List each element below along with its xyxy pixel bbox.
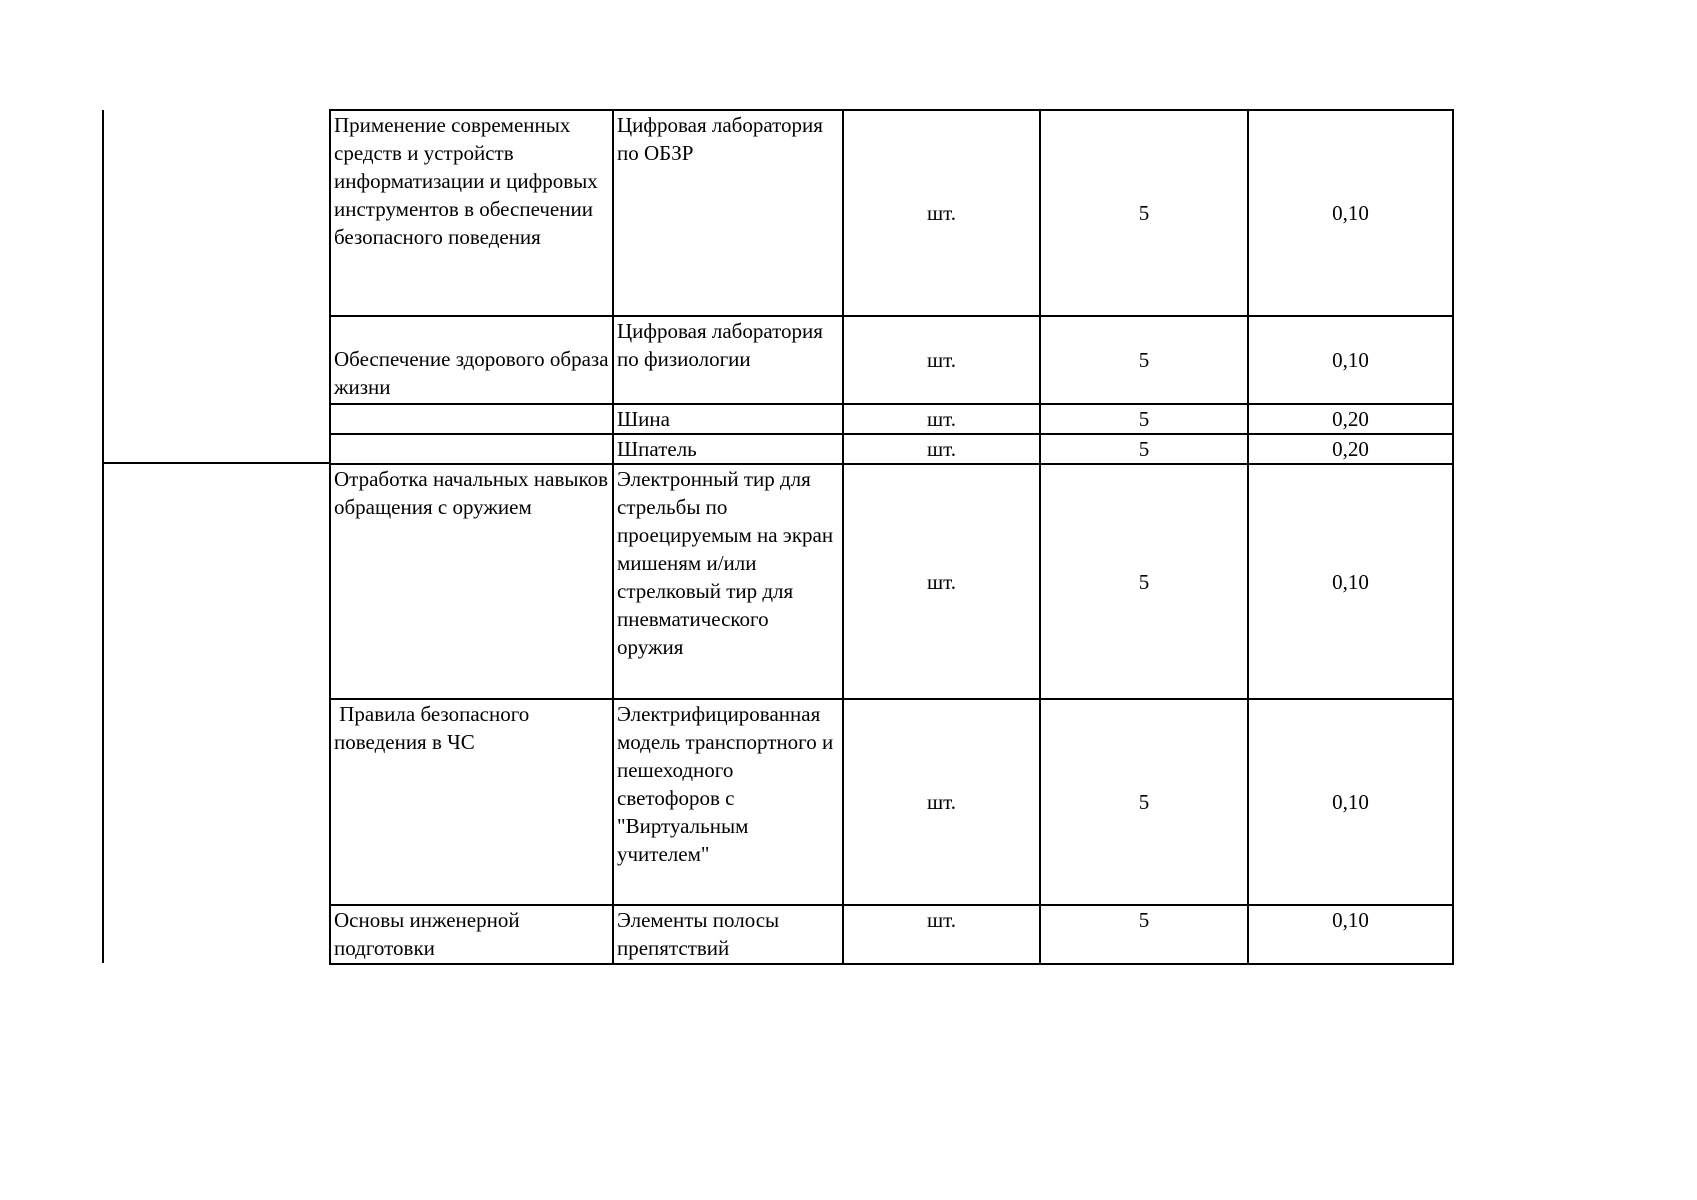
topic-cell: Отработка начальных навыков обращения с оружием [330,464,613,699]
ratio-cell: 0,10 [1248,110,1453,316]
item-cell: Электрифицированная модель транспортного и пешеходного светофоров с "Виртуальным учителем" [613,699,843,905]
item-cell: Элементы полосы препятствий [613,905,843,964]
table-row [330,905,1453,964]
ratio-cell: 0,10 [1248,905,1453,964]
table-row [330,404,1453,434]
ratio-cell: 0,20 [1248,404,1453,434]
unit-cell: шт. [843,464,1040,699]
quantity-cell: 5 [1040,110,1248,316]
equipment-table [329,109,1454,965]
left-table-row-divider [102,462,330,464]
quantity-cell: 5 [1040,316,1248,404]
topic-cell: Применение современных средств и устройств информатизации и цифровых инструментов в обеспечении безопасного поведения [330,110,613,316]
unit-cell: шт. [843,110,1040,316]
item-cell: Цифровая лаборатория по физиологии [613,316,843,404]
quantity-cell: 5 [1040,434,1248,464]
table-row [330,699,1453,905]
quantity-cell: 5 [1040,464,1248,699]
ratio-cell: 0,20 [1248,434,1453,464]
topic-cell [330,434,613,464]
topic-cell: Правила безопасного поведения в ЧС [330,699,613,905]
left-table-border [102,110,104,963]
quantity-cell: 5 [1040,699,1248,905]
item-cell: Цифровая лаборатория по ОБЗР [613,110,843,316]
item-cell: Электронный тир для стрельбы по проецируемым на экран мишеням и/или стрелковый тир для пневматического оружия [613,464,843,699]
ratio-cell: 0,10 [1248,316,1453,404]
unit-cell: шт. [843,434,1040,464]
table-row [330,464,1453,699]
table-row [330,316,1453,404]
item-cell: Шина [613,404,843,434]
item-cell: Шпатель [613,434,843,464]
unit-cell: шт. [843,404,1040,434]
table-row [330,434,1453,464]
topic-cell: Обеспечение здорового образа жизни [330,316,613,404]
table-row [330,110,1453,316]
topic-cell: Основы инженерной подготовки [330,905,613,964]
quantity-cell: 5 [1040,404,1248,434]
unit-cell: шт. [843,316,1040,404]
unit-cell: шт. [843,699,1040,905]
ratio-cell: 0,10 [1248,464,1453,699]
topic-cell [330,404,613,434]
unit-cell: шт. [843,905,1040,964]
quantity-cell: 5 [1040,905,1248,964]
ratio-cell: 0,10 [1248,699,1453,905]
